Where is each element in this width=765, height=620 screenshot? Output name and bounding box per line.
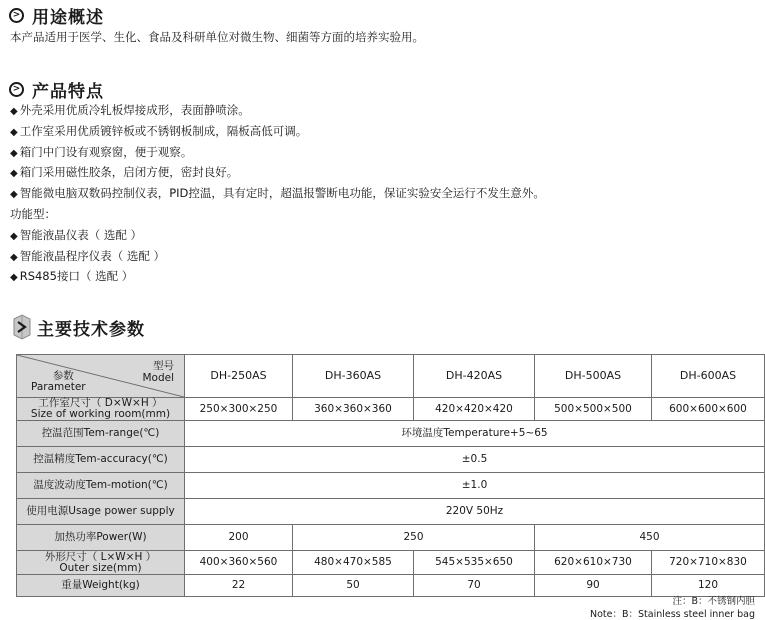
table-row [17, 551, 765, 575]
table-cell: 环境温度Temperature+5~65 [185, 421, 765, 447]
function-item: ◆ 智能液晶仪表（ 选配 ） [10, 227, 143, 242]
model-cell: DH-500AS [535, 355, 652, 398]
table-cell: 50 [293, 575, 414, 597]
table-cell: 500×500×500 [535, 398, 652, 421]
table-row [17, 421, 765, 447]
diamond-bullet-icon: ◆ [10, 106, 18, 117]
table-cell: ±0.5 [185, 447, 765, 473]
features-title: 产品特点 [32, 82, 104, 102]
table-cell: 450 [535, 525, 765, 551]
table-row [17, 473, 765, 499]
diamond-bullet-icon: ◆ [10, 126, 18, 138]
model-cell: DH-420AS [414, 355, 535, 398]
table-row [17, 575, 765, 597]
row-label: 温度波动度Tem-motion(℃) [17, 473, 185, 499]
table-cell: 70 [414, 575, 535, 597]
model-header-row [17, 355, 765, 398]
table-row [17, 447, 765, 473]
table-row [17, 398, 765, 421]
chevron-circle-icon: > [9, 8, 24, 23]
usage-title: 用途概述 [32, 8, 104, 28]
table-cell: 250×300×250 [185, 398, 293, 421]
feature-item: ◆ 智能微电脑双数码控制仪表，PID控温，具有定时，超温报警断电功能，保证实验安全运行不发生意外。 [10, 186, 545, 201]
feature-item: ◆ 箱门采用磁性胶条，启闭方便，密封良好。 [10, 165, 239, 180]
table-cell: 360×360×360 [293, 398, 414, 421]
table-cell: 620×610×730 [535, 551, 652, 575]
table-cell: 22 [185, 575, 293, 597]
feature-item: ◆ 外壳采用优质冷轧板焊接成形，表面静喷涂。 [10, 103, 250, 117]
table-cell: 200 [185, 525, 293, 551]
diamond-bullet-icon: ◆ [10, 147, 18, 159]
usage-section-header [9, 3, 104, 28]
table-cell: 720×710×830 [652, 551, 765, 575]
row-label: 控温范围Tem-range(℃) [17, 421, 185, 447]
table-cell: 420×420×420 [414, 398, 535, 421]
table-cell: 250 [293, 525, 535, 551]
row-label: 控温精度Tem-accuracy(℃) [17, 447, 185, 473]
row-label: 使用电源Usage power supply [17, 499, 185, 525]
note-en: Note：B：Stainless steel inner bag [589, 609, 755, 620]
row-label: 工作室尺寸（ D×W×H ） Size of working room(mm) [17, 398, 185, 421]
spec-table [16, 354, 765, 597]
row-label: 外形尺寸（ L×W×H ） Outer size(mm) [17, 551, 185, 575]
diamond-bullet-icon: ◆ [10, 272, 18, 284]
row-label: 加热功率Power(W) [17, 525, 185, 551]
table-row [17, 499, 765, 525]
corner-header-cell [17, 355, 185, 398]
note-cn: 注：B：不锈钢内胆 [672, 596, 755, 607]
table-cell: 220V 50Hz [185, 499, 765, 525]
model-cell: DH-600AS [652, 355, 765, 398]
row-label: 重量Weight(kg) [17, 575, 185, 597]
table-cell: 90 [535, 575, 652, 597]
table-cell: 600×600×600 [652, 398, 765, 421]
usage-text: 本产品适用于医学、生化、食品及科研单位对微生物、细菌等方面的培养实验用。 [10, 30, 424, 44]
table-cell: ±1.0 [185, 473, 765, 499]
diamond-bullet-icon: ◆ [10, 189, 18, 201]
chevron-circle-icon: > [9, 82, 24, 97]
table-cell: 400×360×560 [185, 551, 293, 575]
cube-arrow-icon [12, 313, 32, 341]
feature-item: ◆ 工作室采用优质镀锌板或不锈钢板制成，隔板高低可调。 [10, 123, 308, 138]
specs-section-header [12, 313, 145, 341]
table-cell: 545×535×650 [414, 551, 535, 575]
specs-title: 主要技术参数 [37, 319, 145, 340]
feature-item: ◆ 箱门中门设有观察窗，便于观察。 [10, 144, 193, 159]
table-row [17, 525, 765, 551]
function-type-label: 功能型： [10, 206, 56, 221]
diamond-bullet-icon: ◆ [10, 230, 18, 242]
function-item: ◆ RS485接口（ 选配 ） [10, 269, 134, 284]
table-cell: 480×470×585 [293, 551, 414, 575]
features-section-header [9, 77, 104, 102]
corner-model-label: 型号 Model [142, 360, 174, 385]
diamond-bullet-icon: ◆ [10, 251, 18, 263]
model-cell: DH-250AS [185, 355, 293, 398]
function-item: ◆ 智能液晶程序仪表（ 选配 ） [10, 248, 166, 263]
corner-parameter-label: 参数 Parameter [31, 369, 86, 394]
diamond-bullet-icon: ◆ [10, 168, 18, 180]
model-cell: DH-360AS [293, 355, 414, 398]
features-list [10, 100, 545, 287]
table-cell: 120 [652, 575, 765, 597]
